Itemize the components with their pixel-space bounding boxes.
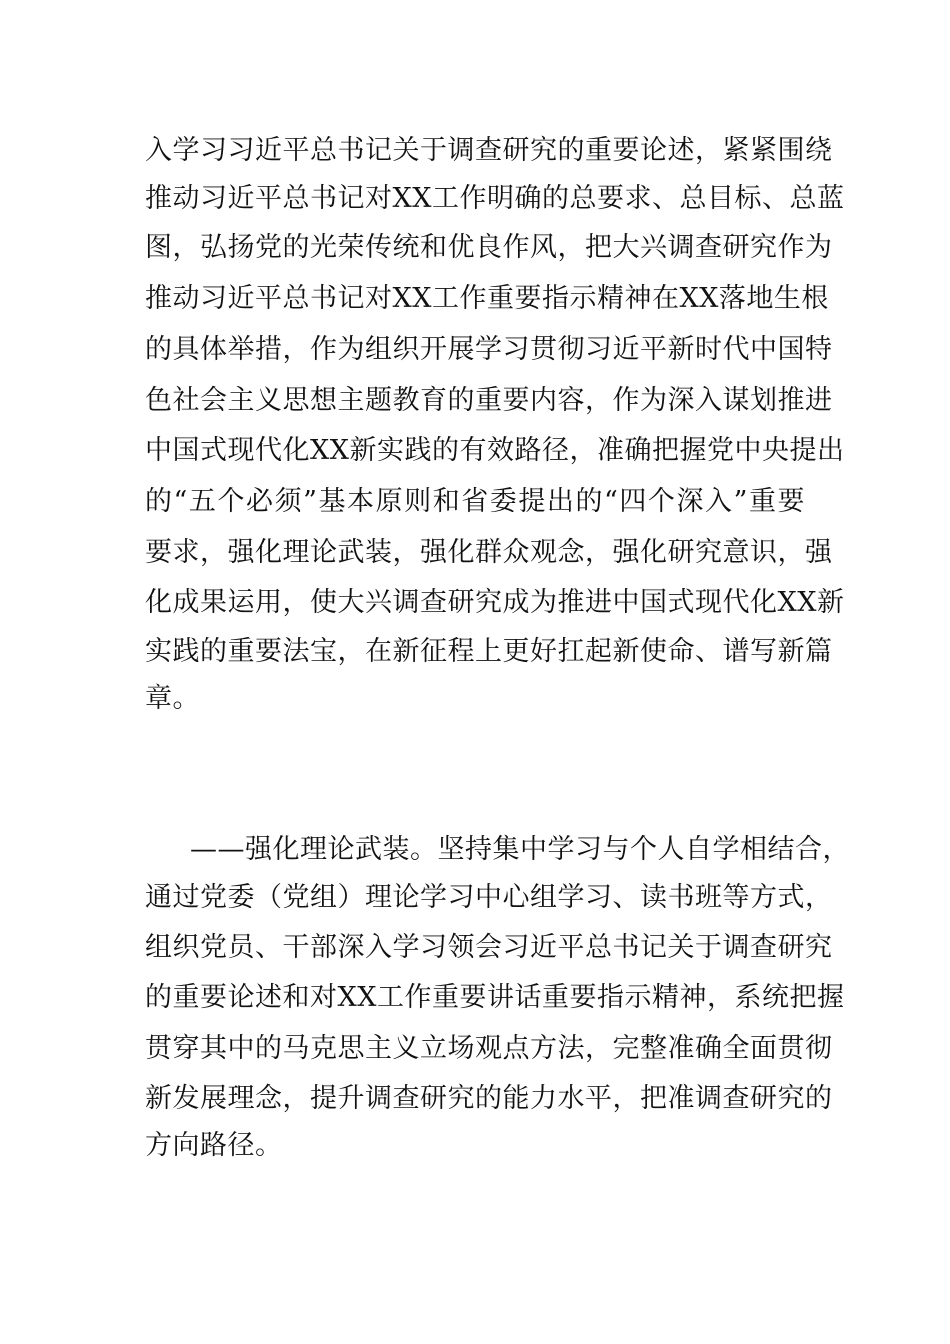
paragraph-1-line-10: 化成果运用，使大兴调查研究成为推进中国式现代化XX新: [145, 587, 845, 618]
paragraph-1-line-1: 入学习习近平总书记关于调查研究的重要论述，紧紧围绕: [145, 135, 833, 166]
paragraph-2-line-6: 新发展理念，提升调查研究的能力水平，把准调查研究的: [145, 1083, 833, 1114]
paragraph-1-line-5: 的具体举措，作为组织开展学习贯彻习近平新时代中国特: [145, 334, 833, 365]
paragraph-2-line-2: 通过党委（党组）理论学习中心组学习、读书班等方式，: [145, 882, 833, 913]
paragraph-1-line-6: 色社会主义思想主题教育的重要内容，作为深入谋划推进: [145, 385, 833, 416]
paragraph-1-line-11: 实践的重要法宝，在新征程上更好扛起新使命、谱写新篇: [145, 636, 833, 667]
paragraph-2-line-4: 的重要论述和对XX工作重要讲话重要指示精神，系统把握: [145, 982, 845, 1013]
paragraph-1-line-9: 要求，强化理论武装，强化群众观念，强化研究意识，强: [145, 537, 833, 568]
paragraph-1-line-3: 图，弘扬党的光荣传统和优良作风，把大兴调查研究作为: [145, 232, 833, 263]
paragraph-2-line-5: 贯穿其中的马克思主义立场观点方法，完整准确全面贯彻: [145, 1033, 833, 1064]
paragraph-1-line-12: 章。: [145, 683, 200, 714]
paragraph-1-line-2: 推动习近平总书记对XX工作明确的总要求、总目标、总蓝: [145, 183, 845, 214]
paragraph-2-line-7: 方向路径。: [145, 1130, 283, 1161]
paragraph-1-line-4: 推动习近平总书记对XX工作重要指示精神在XX落地生根: [145, 283, 829, 314]
paragraph-1-line-7: 中国式现代化XX新实践的有效路径，准确把握党中央提出: [145, 435, 845, 466]
paragraph-2-line-3: 组织党员、干部深入学习领会习近平总书记关于调查研究: [145, 932, 833, 963]
paragraph-1-line-8: 的“五个必须”基本原则和省委提出的“四个深入”重要: [145, 486, 805, 517]
paragraph-2-line-1: ——强化理论武装。坚持集中学习与个人自学相结合，: [190, 834, 850, 865]
